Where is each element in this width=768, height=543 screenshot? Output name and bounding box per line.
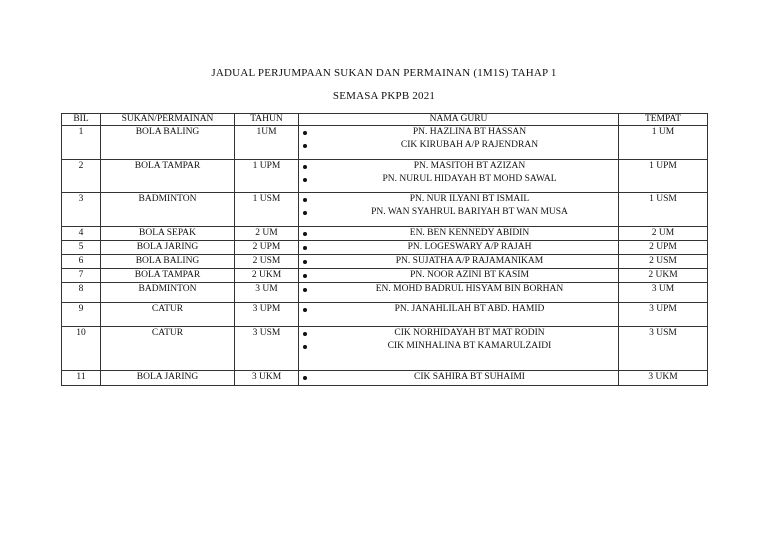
bullet-icon	[303, 274, 307, 278]
cell-tempat: 3 USM	[619, 327, 708, 371]
cell-tempat: 3 UKM	[619, 371, 708, 386]
teacher-list	[301, 371, 616, 384]
cell-guru	[299, 327, 619, 371]
teacher-name: CIK NORHIDAYAH BT MAT RODIN	[394, 328, 545, 338]
cell-bil: 9	[62, 303, 101, 327]
cell-sukan: BOLA JARING	[101, 241, 235, 255]
teacher-list	[301, 126, 616, 152]
cell-bil: 8	[62, 283, 101, 303]
cell-sukan: BOLA JARING	[101, 371, 235, 386]
table-row	[62, 327, 708, 371]
cell-tempat: 3 UM	[619, 283, 708, 303]
header-sukan: SUKAN/PERMAINAN	[101, 114, 235, 126]
cell-sukan: BOLA SEPAK	[101, 227, 235, 241]
teacher-name: CIK SAHIRA BT SUHAIMI	[414, 372, 525, 382]
bullet-icon	[303, 246, 307, 250]
teacher-name: PN. HAZLINA BT HASSAN	[412, 127, 527, 137]
cell-tahun: 2 UM	[235, 227, 299, 241]
cell-guru	[299, 269, 619, 283]
teacher-item	[301, 206, 616, 219]
teacher-item	[301, 193, 616, 206]
teacher-name: CIK KIRUBAH A/P RAJENDRAN	[400, 140, 539, 150]
teacher-item	[301, 303, 616, 316]
cell-tempat: 1 UPM	[619, 160, 708, 193]
cell-sukan: BADMINTON	[101, 283, 235, 303]
cell-sukan: CATUR	[101, 303, 235, 327]
table-row	[62, 283, 708, 303]
cell-bil: 11	[62, 371, 101, 386]
teacher-name: PN. SUJATHA A/P RAJAMANIKAM	[395, 256, 544, 266]
cell-tempat: 2 UKM	[619, 269, 708, 283]
teacher-name: EN. BEN KENNEDY ABIDIN	[409, 228, 530, 238]
cell-guru	[299, 126, 619, 160]
teacher-item	[301, 227, 616, 240]
teacher-item	[301, 283, 616, 296]
teacher-name: PN. NUR ILYANI BT ISMAIL	[409, 194, 530, 204]
teacher-name: EN. MOHD BADRUL HISYAM BIN BORHAN	[375, 284, 564, 294]
bullet-icon	[303, 144, 307, 148]
teacher-item	[301, 340, 616, 353]
cell-sukan: BOLA BALING	[101, 255, 235, 269]
table-row	[62, 255, 708, 269]
cell-tempat: 1 USM	[619, 193, 708, 227]
teacher-item	[301, 241, 616, 254]
teacher-name: PN. NOOR AZINI BT KASIM	[410, 270, 529, 280]
cell-sukan: CATUR	[101, 327, 235, 371]
table-row	[62, 303, 708, 327]
teacher-list	[301, 269, 616, 282]
teacher-name: PN. JANAHLILAH BT ABD. HAMID	[394, 304, 545, 314]
cell-sukan: BOLA TAMPAR	[101, 160, 235, 193]
schedule-table	[61, 113, 708, 386]
bullet-icon	[303, 131, 307, 135]
document-title: JADUAL PERJUMPAAN SUKAN DAN PERMAINAN (1M1S) TAHAP 1	[211, 67, 557, 79]
document-subtitle: SEMASA PKPB 2021	[332, 90, 436, 102]
bullet-icon	[303, 288, 307, 292]
teacher-item	[301, 173, 616, 186]
cell-bil: 6	[62, 255, 101, 269]
teacher-name: PN. NURUL HIDAYAH BT MOHD SAWAL	[382, 174, 557, 184]
teacher-item	[301, 255, 616, 268]
table-row	[62, 160, 708, 193]
teacher-name: PN. WAN SYAHRUL BARIYAH BT WAN MUSA	[371, 207, 568, 217]
cell-guru	[299, 303, 619, 327]
teacher-item	[301, 160, 616, 173]
table-row	[62, 126, 708, 160]
header-bil: BIL	[62, 114, 101, 126]
bullet-icon	[303, 345, 307, 349]
bullet-icon	[303, 165, 307, 169]
teacher-item	[301, 269, 616, 282]
teacher-item	[301, 139, 616, 152]
teacher-list	[301, 241, 616, 254]
teacher-item	[301, 126, 616, 139]
bullet-icon	[303, 232, 307, 236]
cell-tempat: 2 UM	[619, 227, 708, 241]
cell-bil: 2	[62, 160, 101, 193]
table-row	[62, 193, 708, 227]
cell-sukan: BADMINTON	[101, 193, 235, 227]
cell-tahun: 1 USM	[235, 193, 299, 227]
cell-sukan: BOLA BALING	[101, 126, 235, 160]
table-row	[62, 227, 708, 241]
teacher-name: PN. MASITOH BT AZIZAN	[413, 161, 526, 171]
table-row	[62, 241, 708, 255]
header-tempat: TEMPAT	[619, 114, 708, 126]
teacher-list	[301, 255, 616, 268]
cell-guru	[299, 371, 619, 386]
cell-tahun: 2 UPM	[235, 241, 299, 255]
cell-tempat: 3 UPM	[619, 303, 708, 327]
bullet-icon	[303, 260, 307, 264]
cell-tempat: 1 UM	[619, 126, 708, 160]
cell-bil: 5	[62, 241, 101, 255]
cell-guru	[299, 193, 619, 227]
cell-bil: 7	[62, 269, 101, 283]
cell-tahun: 3 UKM	[235, 371, 299, 386]
header-guru: NAMA GURU	[299, 114, 619, 126]
table-row	[62, 371, 708, 386]
teacher-name: PN. LOGESWARY A/P RAJAH	[407, 242, 532, 252]
cell-bil: 4	[62, 227, 101, 241]
cell-guru	[299, 241, 619, 255]
bullet-icon	[303, 308, 307, 312]
cell-sukan: BOLA TAMPAR	[101, 269, 235, 283]
cell-tahun: 3 UPM	[235, 303, 299, 327]
teacher-list	[301, 193, 616, 219]
cell-guru	[299, 227, 619, 241]
cell-bil: 10	[62, 327, 101, 371]
teacher-name: CIK MINHALINA BT KAMARULZAIDI	[387, 341, 552, 351]
table-row	[62, 269, 708, 283]
cell-tahun: 3 UM	[235, 283, 299, 303]
teacher-item	[301, 371, 616, 384]
cell-guru	[299, 283, 619, 303]
cell-bil: 1	[62, 126, 101, 160]
table-body	[62, 126, 708, 386]
header-tahun: TAHUN	[235, 114, 299, 126]
cell-tahun: 1UM	[235, 126, 299, 160]
teacher-list	[301, 160, 616, 186]
cell-tempat: 2 USM	[619, 255, 708, 269]
teacher-list	[301, 303, 616, 316]
cell-guru	[299, 255, 619, 269]
teacher-list	[301, 283, 616, 296]
bullet-icon	[303, 198, 307, 202]
cell-bil: 3	[62, 193, 101, 227]
teacher-list	[301, 227, 616, 240]
cell-guru	[299, 160, 619, 193]
cell-tahun: 2 USM	[235, 255, 299, 269]
bullet-icon	[303, 376, 307, 380]
cell-tahun: 2 UKM	[235, 269, 299, 283]
bullet-icon	[303, 211, 307, 215]
header-row	[62, 114, 708, 126]
cell-tempat: 2 UPM	[619, 241, 708, 255]
teacher-list	[301, 327, 616, 353]
cell-tahun: 1 UPM	[235, 160, 299, 193]
bullet-icon	[303, 332, 307, 336]
bullet-icon	[303, 178, 307, 182]
teacher-item	[301, 327, 616, 340]
cell-tahun: 3 USM	[235, 327, 299, 371]
